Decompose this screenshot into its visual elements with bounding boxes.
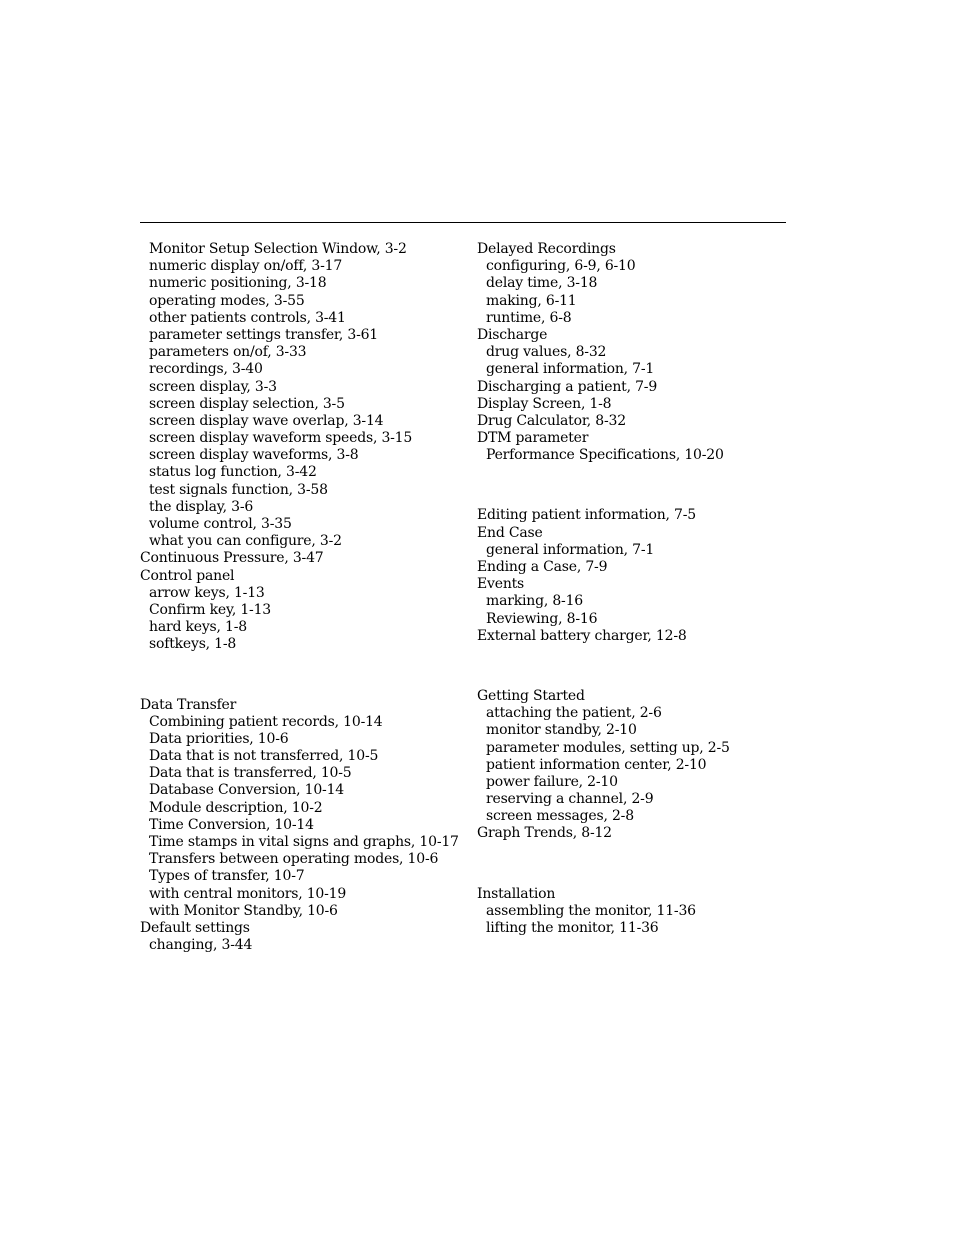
index-subentry: Types of transfer, 10-7 bbox=[149, 868, 305, 885]
index-subentry: with central monitors, 10-19 bbox=[149, 885, 347, 902]
index-entry: Installation bbox=[477, 885, 556, 902]
index-subentry: Time Conversion, 10-14 bbox=[149, 816, 314, 833]
index-subentry: parameter modules, setting up, 2-5 bbox=[486, 739, 730, 756]
index-subentry: delay time, 3-18 bbox=[486, 275, 598, 292]
index-entry: Graph Trends, 8-12 bbox=[477, 825, 612, 842]
index-subentry: parameter settings transfer, 3-61 bbox=[149, 326, 379, 343]
index-subentry: Data that is not transferred, 10-5 bbox=[149, 748, 379, 765]
index-subentry: volume control, 3-35 bbox=[149, 516, 292, 532]
index-subentry: configuring, 6-9, 6-10 bbox=[486, 258, 636, 275]
index-subentry: parameters on/of, 3-33 bbox=[149, 344, 307, 361]
index-entry: Delayed Recordings bbox=[477, 241, 616, 257]
index-subentry: runtime, 6-8 bbox=[486, 309, 572, 326]
index-subentry: drug values, 8-32 bbox=[486, 344, 607, 361]
index-subentry: screen messages, 2-8 bbox=[486, 808, 634, 825]
index-entry: Control panel bbox=[140, 567, 235, 584]
index-subentry: what you can configure, 3-2 bbox=[149, 533, 342, 550]
index-subentry: attaching the patient, 2-6 bbox=[486, 705, 662, 722]
section-gap bbox=[477, 843, 797, 886]
index-column-left bbox=[140, 241, 460, 954]
index-subentry: making, 6-11 bbox=[486, 292, 577, 309]
index-subentry: Reviewing, 8-16 bbox=[486, 610, 598, 627]
index-entry: Drug Calculator, 8-32 bbox=[477, 412, 626, 429]
index-subentry: monitor standby, 2-10 bbox=[486, 722, 637, 739]
index-subentry: Data priorities, 10-6 bbox=[149, 730, 289, 747]
index-subentry: general information, 7-1 bbox=[486, 361, 655, 378]
index-subentry: reserving a channel, 2-9 bbox=[486, 791, 654, 808]
index-subentry: Data that is transferred, 10-5 bbox=[149, 765, 352, 782]
index-entry: Display Screen, 1-8 bbox=[477, 395, 612, 412]
index-subentry: numeric display on/off, 3-17 bbox=[149, 258, 343, 275]
section-gap bbox=[477, 645, 797, 688]
index-subentry: assembling the monitor, 11-36 bbox=[486, 902, 696, 919]
index-subentry: status log function, 3-42 bbox=[149, 464, 317, 481]
index-column-right bbox=[477, 241, 797, 937]
index-subentry: screen display waveforms, 3-8 bbox=[149, 447, 359, 464]
index-subentry: softkeys, 1-8 bbox=[149, 636, 237, 653]
index-entry: Discharge bbox=[477, 326, 548, 343]
index-subentry: power failure, 2-10 bbox=[486, 773, 618, 790]
index-entry: Getting Started bbox=[477, 687, 585, 704]
index-entry: DTM parameter bbox=[477, 430, 589, 447]
index-subentry: Confirm key, 1-13 bbox=[149, 601, 272, 618]
index-entry: Editing patient information, 7-5 bbox=[477, 507, 696, 524]
index-subentry: arrow keys, 1-13 bbox=[149, 584, 265, 601]
index-subentry: with Monitor Standby, 10-6 bbox=[149, 902, 338, 919]
index-subentry: screen display, 3-3 bbox=[149, 378, 277, 395]
index-subentry: operating modes, 3-55 bbox=[149, 292, 305, 309]
index-subentry: Combining patient records, 10-14 bbox=[149, 713, 383, 730]
index-subentry: patient information center, 2-10 bbox=[486, 756, 707, 773]
index-subentry: screen display wave overlap, 3-14 bbox=[149, 412, 384, 429]
index-entry: Discharging a patient, 7-9 bbox=[477, 378, 658, 395]
header-rule bbox=[140, 222, 786, 223]
index-entry: Data Transfer bbox=[140, 696, 237, 713]
index-subentry: general information, 7-1 bbox=[486, 541, 655, 558]
index-subentry: Performance Specifications, 10-20 bbox=[486, 447, 724, 464]
index-subentry: Transfers between operating modes, 10-6 bbox=[149, 851, 439, 868]
index-entry: Continuous Pressure, 3-47 bbox=[140, 550, 324, 567]
index-subentry: changing, 3-44 bbox=[149, 937, 253, 954]
index-entry: Events bbox=[477, 576, 525, 593]
index-subentry: test signals function, 3-58 bbox=[149, 481, 328, 498]
section-gap bbox=[477, 464, 797, 507]
index-subentry: recordings, 3-40 bbox=[149, 361, 263, 378]
index-entry: End Case bbox=[477, 524, 543, 541]
index-subentry: marking, 8-16 bbox=[486, 593, 584, 610]
section-gap bbox=[140, 654, 460, 697]
index-subentry: Time stamps in vital signs and graphs, 10-17 bbox=[149, 834, 459, 850]
index-subentry: other patients controls, 3-41 bbox=[149, 309, 346, 326]
index-subentry: screen display waveform speeds, 3-15 bbox=[149, 430, 413, 447]
index-subentry: the display, 3-6 bbox=[149, 498, 254, 515]
index-subentry: hard keys, 1-8 bbox=[149, 619, 247, 636]
index-subentry: Module description, 10-2 bbox=[149, 799, 323, 816]
index-subentry: Monitor Setup Selection Window, 3-2 bbox=[149, 241, 407, 257]
index-entry: Default settings bbox=[140, 919, 250, 936]
index-entry: Ending a Case, 7-9 bbox=[477, 559, 608, 575]
index-subentry: Database Conversion, 10-14 bbox=[149, 782, 344, 799]
index-entry: External battery charger, 12-8 bbox=[477, 627, 687, 644]
index-subentry: screen display selection, 3-5 bbox=[149, 395, 345, 412]
index-subentry: lifting the monitor, 11-36 bbox=[486, 920, 659, 936]
index-subentry: numeric positioning, 3-18 bbox=[149, 275, 327, 292]
